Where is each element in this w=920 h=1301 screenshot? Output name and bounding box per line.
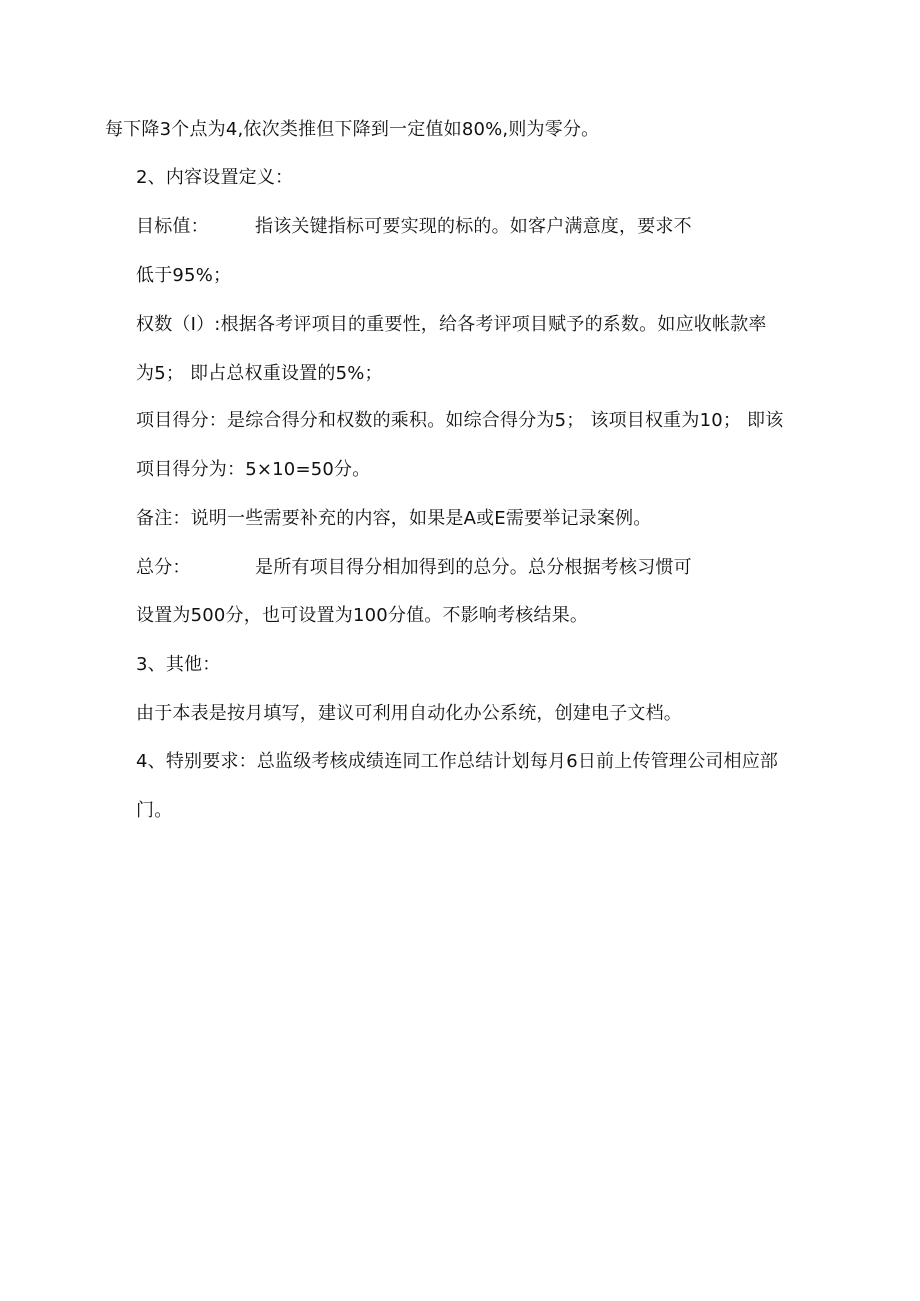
total-score-label: 总分： <box>136 557 191 578</box>
section-3-heading: 3、其他： <box>136 654 221 675</box>
special-requirement-cont: 门。 <box>136 800 173 821</box>
weight-definition: 权数（I）:根据各考评项目的重要性，给各考评项目赋予的系数。如应收帐款率 <box>136 314 767 335</box>
total-score-text: 是所有项目得分相加得到的总分。总分根据考核习惯可 <box>255 557 692 578</box>
weight-definition-cont: 为5； 即占总权重设置的5%； <box>136 363 383 384</box>
section-4-special-requirement: 4、特别要求：总监级考核成绩连同工作总结计划每月6日前上传管理公司相应部 <box>136 751 779 772</box>
remarks-definition: 备注：说明一些需要补充的内容，如果是A或E需要举记录案例。 <box>136 508 652 529</box>
total-score-text-cont: 设置为500分，也可设置为100分值。不影响考核结果。 <box>136 605 589 626</box>
scoring-rule-line: 每下降3个点为4,依次类推但下降到一定值如80%,则为零分。 <box>105 119 600 140</box>
item-score-definition: 项目得分：是综合得分和权数的乘积。如综合得分为5； 该项目权重为10； 即该 <box>136 410 784 431</box>
other-text: 由于本表是按月填写，建议可利用自动化办公系统，创建电子文档。 <box>136 703 682 724</box>
item-score-definition-cont: 项目得分为：5×10=50分。 <box>136 459 371 480</box>
target-value-label: 目标值： <box>136 216 209 237</box>
section-2-heading: 2、内容设置定义： <box>136 167 294 188</box>
target-value-text: 指该关键指标可要实现的标的。如客户满意度，要求不 <box>255 216 692 237</box>
target-value-text-cont: 低于95%； <box>136 265 232 286</box>
